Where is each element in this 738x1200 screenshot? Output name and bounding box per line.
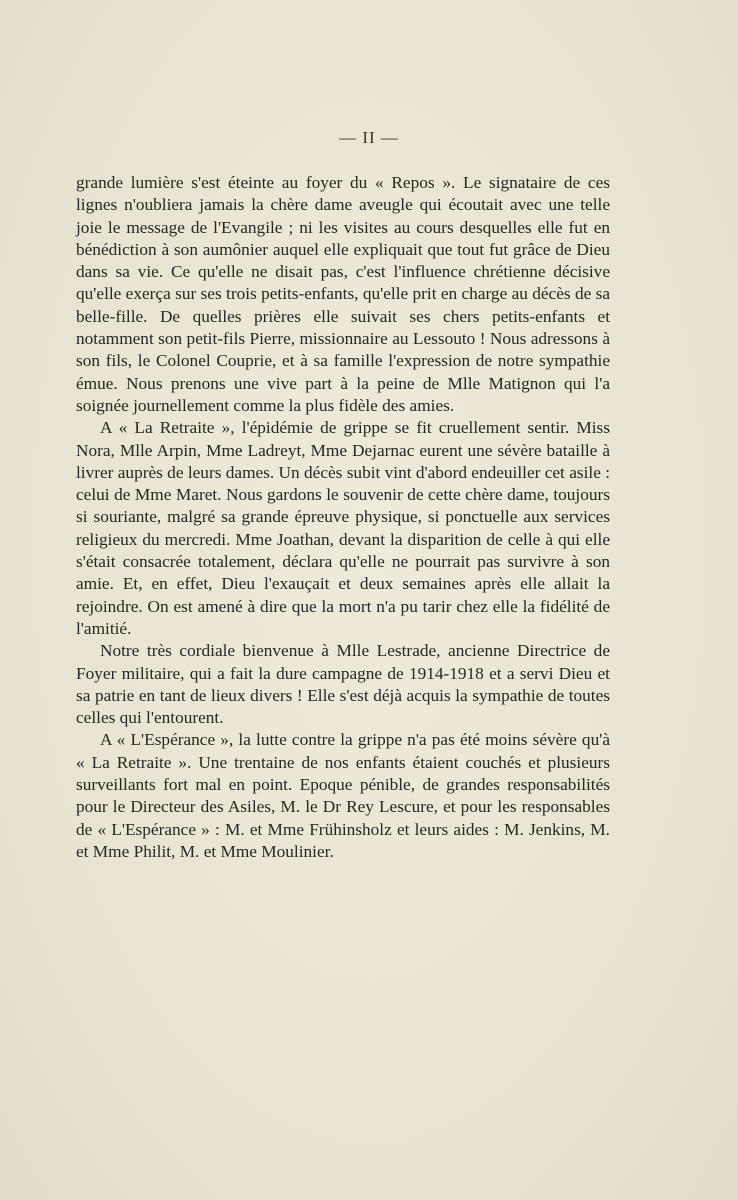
- paragraph-esperance: A « L'Espérance », la lutte contre la grippe n'a pas été moins sévère qu'à « La Retraite ». Une trentaine de nos enfants étaient couchés et plusieurs surveillants fort mal en point. Epoque pénible, de grandes responsabilités pour le Directeur des Asiles, M. le Dr Rey Lescure, et pour les responsables de « L'Espérance » : M. et Mme Frühinsholz et leurs aides : M. Jenkins, M. et Mme Philit, M. et Mme Moulinier.: [76, 730, 610, 861]
- paragraph-lestrade: Notre très cordiale bienvenue à Mlle Lestrade, ancienne Directrice de Foyer militaire, qui a fait la dure campagne de 1914-1918 et a servi Dieu et sa patrie en tant de lieux divers ! Elle s'est déjà acquis la sympathie de toutes celles qui l'entourent.: [76, 641, 610, 728]
- paragraph-repos: grande lumière s'est éteinte au foyer du « Repos ». Le signataire de ces lignes n'oubliera jamais la chère dame aveugle qui écoutait avec une telle joie le message de l'Evangile ; ni les visites au cours desquelles elle fut en bénédiction à son aumônier auquel elle expliquait que tout fut grâce de Dieu dans sa vie. Ce qu'elle ne disait pas, c'est l'influence chrétienne décisive qu'elle exerça sur ses trois petits-enfants, qu'elle prit en charge au décès de sa belle-fille. De quelles prières elle suivait ses chers petits-enfants et notamment son petit-fils Pierre, missionnaire au Lessouto ! Nous adressons à son fils, le Colonel Couprie, et à sa famille l'expression de notre sympathie émue. Nous prenons une vive part à la peine de Mlle Matignon qui l'a soignée journellement comme la plus fidèle des amies.: [76, 173, 610, 415]
- page-number: — II —: [339, 128, 399, 147]
- body-text: [76, 172, 610, 863]
- paragraph-retraite: A « La Retraite », l'épidémie de grippe se fit cruellement sentir. Miss Nora, Mlle Arpin, Mme Ladreyt, Mme Dejarnac eurent une sévère bataille à livrer auprès de leurs dames. Un décès subit vint d'abord endeuiller cet asile : celui de Mme Maret. Nous gardons le souvenir de cette chère dame, toujours si souriante, malgré sa grande épreuve physique, si ponctuelle aux services religieux du mercredi. Mme Joathan, devant la disparition de celle à qui elle s'était consacrée totalement, déclara qu'elle ne pourrait pas survivre à son amie. Et, en effet, Dieu l'exauçait et deux semaines après elle allait la rejoindre. On est amené à dire que la mort n'a pu tarir chez elle la fidélité de l'amitié.: [76, 418, 610, 638]
